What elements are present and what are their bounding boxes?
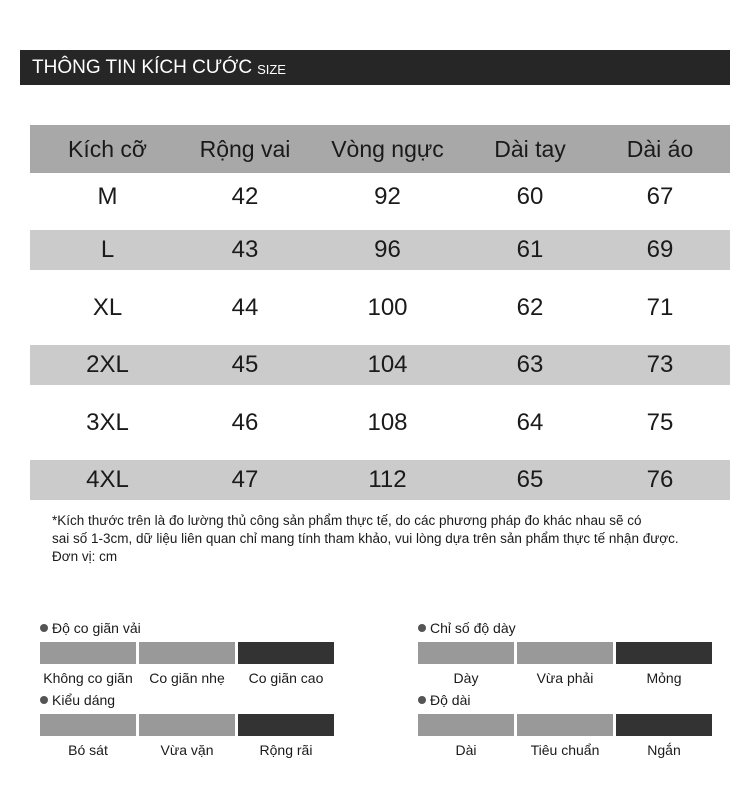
cell-chest: 100 bbox=[367, 293, 408, 321]
fit-scale bbox=[40, 690, 334, 758]
scale-bar bbox=[418, 714, 514, 736]
table-row bbox=[30, 230, 730, 270]
scale-bar bbox=[139, 714, 235, 736]
scale-bar bbox=[139, 642, 235, 664]
length-label: Độ dài bbox=[430, 692, 471, 708]
scale-option: Dày bbox=[453, 670, 479, 686]
cell-sleeve: 65 bbox=[516, 466, 544, 493]
bullet-icon bbox=[418, 696, 426, 704]
scale-option: Co giãn cao bbox=[248, 670, 324, 686]
bullet-icon bbox=[418, 624, 426, 632]
scale-bar-selected bbox=[616, 642, 712, 664]
cell-length: 67 bbox=[646, 183, 674, 210]
table-row bbox=[30, 460, 730, 500]
cell-length: 76 bbox=[646, 466, 674, 493]
thickness-scale bbox=[418, 618, 712, 686]
cell-chest: 96 bbox=[374, 236, 401, 263]
cell-chest: 92 bbox=[374, 183, 401, 210]
table-row bbox=[30, 385, 730, 460]
cell-sleeve: 63 bbox=[516, 351, 544, 378]
header-length: Dài áo bbox=[626, 135, 694, 162]
bullet-icon bbox=[40, 696, 48, 704]
cell-size: 3XL bbox=[86, 408, 129, 436]
header-sleeve: Dài tay bbox=[494, 135, 566, 162]
note-unit: Đơn vị: cm bbox=[52, 549, 118, 564]
cell-size: 2XL bbox=[86, 351, 129, 378]
scale-bar bbox=[517, 714, 613, 736]
cell-sleeve: 62 bbox=[516, 293, 544, 321]
size-table bbox=[30, 125, 730, 500]
cell-size: XL bbox=[92, 293, 123, 321]
cell-length: 71 bbox=[646, 293, 674, 321]
table-header-row bbox=[30, 125, 730, 173]
scale-bar bbox=[40, 642, 136, 664]
measurement-note bbox=[52, 512, 742, 566]
scale-option: Co giãn nhẹ bbox=[149, 670, 225, 686]
table-row bbox=[30, 345, 730, 385]
scale-bar bbox=[40, 714, 136, 736]
cell-length: 69 bbox=[646, 236, 674, 263]
cell-sleeve: 60 bbox=[516, 183, 544, 210]
scale-option: Vừa phải bbox=[536, 670, 594, 686]
scale-option: Vừa vặn bbox=[160, 742, 214, 758]
scale-bar-selected bbox=[616, 714, 712, 736]
cell-size: 4XL bbox=[86, 466, 129, 493]
stretch-scale bbox=[40, 618, 334, 686]
cell-shoulder: 47 bbox=[231, 466, 259, 493]
cell-sleeve: 64 bbox=[516, 408, 544, 436]
cell-shoulder: 43 bbox=[231, 236, 259, 263]
cell-shoulder: 42 bbox=[231, 183, 259, 210]
scale-bar-selected bbox=[238, 714, 334, 736]
scale-bar-selected bbox=[238, 642, 334, 664]
cell-size: M bbox=[97, 183, 118, 210]
cell-sleeve: 61 bbox=[516, 236, 544, 263]
table-row bbox=[30, 173, 730, 221]
thickness-label: Chỉ số độ dày bbox=[430, 620, 516, 636]
cell-shoulder: 45 bbox=[231, 351, 259, 378]
cell-chest: 104 bbox=[367, 351, 408, 378]
page-subtitle: SIZE bbox=[257, 61, 286, 77]
cell-size: L bbox=[100, 236, 115, 263]
stretch-label: Độ co giãn vải bbox=[52, 620, 141, 636]
page-title: THÔNG TIN KÍCH CƯỚC bbox=[32, 56, 253, 78]
scale-bar bbox=[418, 642, 514, 664]
title-bar bbox=[20, 50, 730, 85]
scale-option: Dài bbox=[455, 742, 477, 758]
header-chest: Vòng ngực bbox=[331, 135, 444, 162]
scale-option: Rộng rãi bbox=[259, 742, 313, 758]
header-size: Kích cỡ bbox=[68, 135, 147, 162]
bullet-icon bbox=[40, 624, 48, 632]
header-shoulder: Rộng vai bbox=[199, 135, 291, 162]
scale-option: Ngắn bbox=[647, 742, 681, 758]
cell-length: 73 bbox=[646, 351, 674, 378]
cell-chest: 108 bbox=[367, 408, 408, 436]
length-scale bbox=[418, 690, 712, 758]
scale-option: Mỏng bbox=[646, 670, 682, 686]
fit-label: Kiểu dáng bbox=[52, 692, 116, 708]
note-line: *Kích thước trên là đo lường thủ công sản phẩm thực tế, do các phương pháp đo khác nhau sẽ có bbox=[52, 513, 642, 528]
note-line: sai số 1-3cm, dữ liệu liên quan chỉ mang tính tham khảo, vui lòng dựa trên sản phẩm thực tế nhận được. bbox=[52, 531, 679, 546]
scale-option: Không co giãn bbox=[43, 670, 133, 686]
table-row bbox=[30, 270, 730, 345]
cell-length: 75 bbox=[646, 408, 674, 436]
scale-option: Tiêu chuẩn bbox=[530, 742, 600, 758]
scale-option: Bó sát bbox=[68, 742, 108, 758]
cell-chest: 112 bbox=[368, 466, 407, 493]
cell-shoulder: 44 bbox=[231, 293, 259, 321]
cell-shoulder: 46 bbox=[231, 408, 259, 436]
scale-bar bbox=[517, 642, 613, 664]
